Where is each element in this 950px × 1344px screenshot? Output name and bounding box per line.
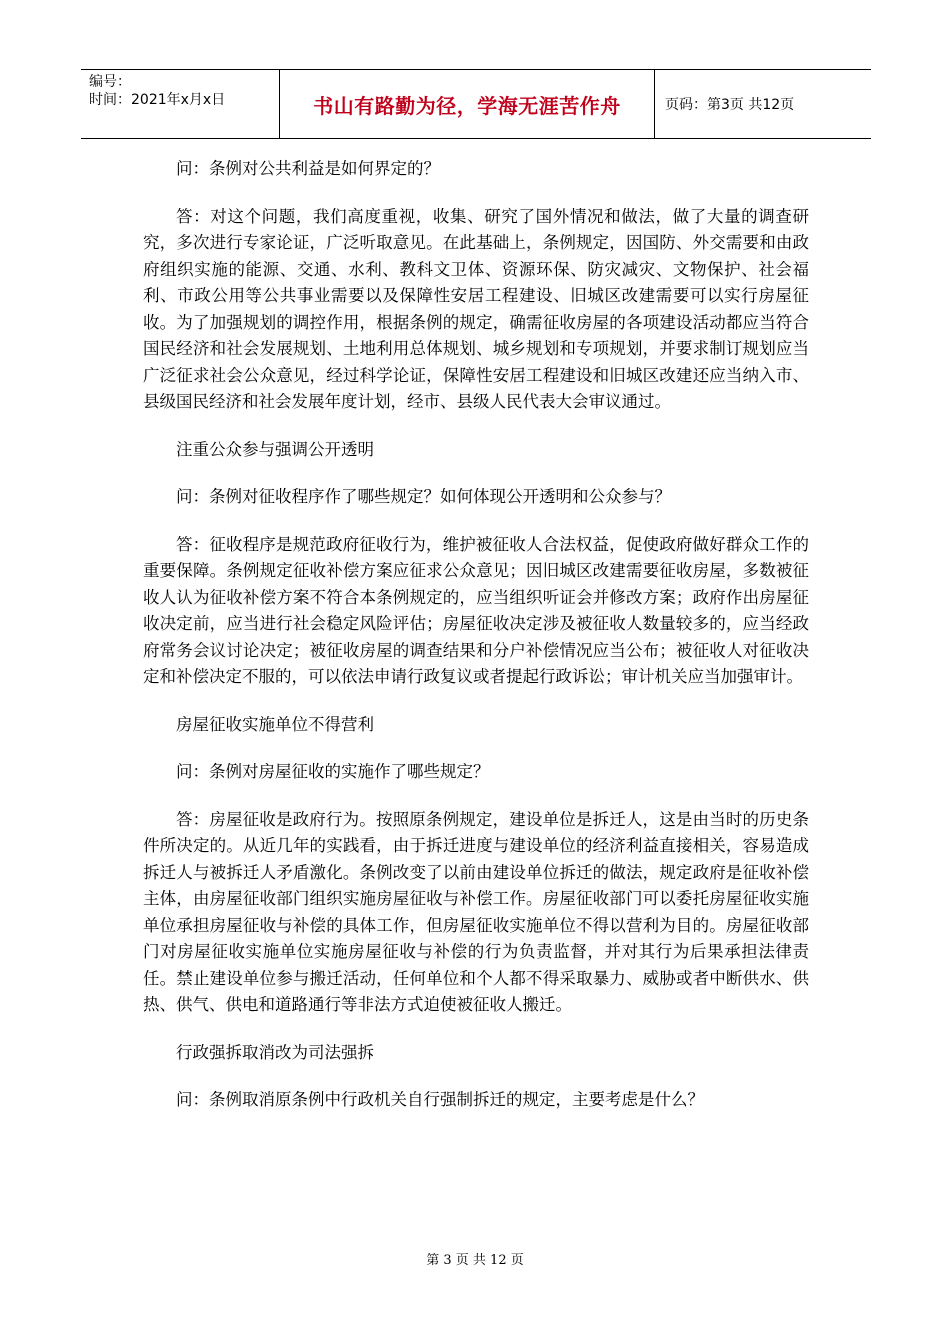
document-body (143, 156, 809, 1135)
section-heading: 行政强拆取消改为司法强拆 (176, 1042, 374, 1062)
question-paragraph: 问：条例对房屋征收的实施作了哪些规定？ (176, 762, 490, 781)
section-heading: 注重公众参与强调公开透明 (176, 439, 374, 459)
section-heading: 房屋征收实施单位不得营利 (176, 714, 374, 734)
document-time-label: 时间：2021年x月x日 (89, 92, 226, 108)
answer-paragraph: 答：征收程序是规范政府征收行为，维护被征收人合法权益，促使政府做好群众工作的重要保障。条例规定征收补偿方案应征求公众意见；因旧城区改建需要征收房屋，多数被征收人认为征收补偿方案不符合本条例规定的，应当组织听证会并修改方案；政府作出房屋征收决定前，应当进行社会稳定风险评估；房屋征收决定涉及被征收人数量较多的，应当经政府常务会议讨论决定；被征收房屋的调查结果和分户补偿情况应当公布；被征收人对征收决定和补偿决定不服的，可以依法申请行政复议或者提起行政诉讼；审计机关应当加强审计。 (143, 534, 809, 686)
question-paragraph: 问：条例对公共利益是如何界定的？ (176, 159, 440, 178)
document-number-label: 编号： (89, 74, 131, 90)
question-paragraph: 问：条例对征收程序作了哪些规定？如何体现公开透明和公众参与？ (176, 487, 671, 506)
header-motto: 书山有路勤为径，学海无涯苦作舟 (280, 70, 655, 138)
answer-paragraph: 答：房屋征收是政府行为。按照原条例规定，建设单位是拆迁人，这是由当时的历史条件所决定的。从近几年的实践看，由于拆迁进度与建设单位的经济利益直接相关，容易造成拆迁人与被拆迁人矛盾激化。条例改变了以前由建设单位拆迁的做法，规定政府是征收补偿主体，由房屋征收部门组织实施房屋征收与补偿工作。房屋征收部门可以委托房屋征收实施单位承担房屋征收与补偿的具体工作，但房屋征收实施单位不得以营利为目的。房屋征收部门对房屋征收实施单位实施房屋征收与补偿的行为负责监督，并对其行为后果承担法律责任。禁止建设单位参与搬迁活动，任何单位和个人都不得采取暴力、威胁或者中断供水、供热、供气、供电和道路通行等非法方式迫使被征收人搬迁。 (143, 809, 809, 1014)
question-paragraph: 问：条例取消原条例中行政机关自行强制拆迁的规定，主要考虑是什么？ (176, 1090, 704, 1109)
answer-paragraph: 答：对这个问题，我们高度重视，收集、研究了国外情况和做法，做了大量的调查研究，多次进行专家论证，广泛听取意见。在此基础上，条例规定，因国防、外交需要和由政府组织实施的能源、交通、水利、教科文卫体、资源环保、防灾减灾、文物保护、社会福利、市政公用等公共事业需要以及保障性安居工程建设、旧城区改建需要可以实行房屋征收。为了加强规划的调控作用，根据条例的规定，确需征收房屋的各项建设活动都应当符合国民经济和社会发展规划、土地利用总体规划、城乡规划和专项规划，并要求制订规划应当广泛征求社会公众意见，经过科学论证，保障性安居工程建设和旧城区改建还应当纳入市、县级国民经济和社会发展年度计划，经市、县级人民代表大会审议通过。 (143, 206, 809, 411)
header-page-info: 页码：第3页 共12页 (665, 97, 795, 113)
page-header (81, 69, 871, 139)
page-footer: 第 3 页 共 12 页 (426, 1253, 524, 1268)
header-meta-cell (81, 70, 280, 138)
